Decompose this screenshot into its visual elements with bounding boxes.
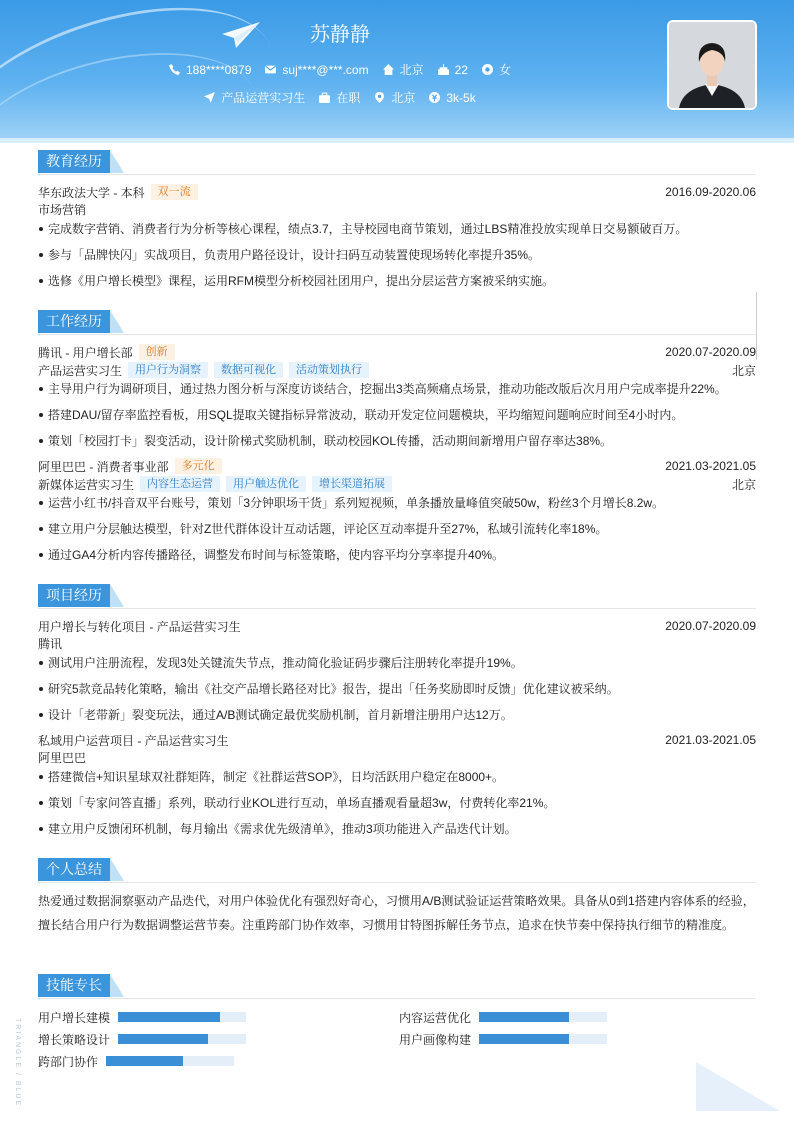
skill-item — [38, 1029, 246, 1049]
home-icon — [383, 64, 394, 75]
gender-icon — [482, 64, 493, 75]
school-name: 华东政法大学 - 本科 — [38, 185, 145, 200]
project-entry — [38, 731, 756, 845]
skill-name: 增长策略设计 — [38, 1032, 111, 1047]
section-title: 项目经历 — [38, 584, 110, 607]
skill-bar-fill — [479, 1034, 569, 1044]
section-title: 技能专长 — [38, 974, 110, 997]
education-entry-head — [38, 183, 756, 201]
skill-item — [399, 1007, 607, 1027]
age: 22 — [454, 62, 468, 77]
section-header — [38, 584, 756, 609]
work-section — [38, 310, 756, 571]
skill-item — [38, 1007, 246, 1027]
skill-item — [38, 1051, 234, 1071]
project-dates: 2021.03-2021.05 — [665, 733, 756, 747]
list-item: 选修《用户增长模型》课程，运用RFM模型分析校园社团用户，提出分层运营方案被采纳实施。 — [38, 271, 756, 297]
skill-chip: 用户行为洞察 — [128, 362, 208, 378]
paper-plane-icon — [222, 22, 260, 48]
employment-status: 在职 — [336, 91, 361, 105]
resume-header — [0, 0, 794, 140]
phone-number: 188****0879 — [185, 62, 252, 77]
job-intent-row — [0, 89, 680, 106]
skill-bar — [118, 1034, 246, 1044]
major: 市场营销 — [38, 203, 87, 217]
job-location: 北京 — [731, 363, 756, 378]
list-item: 运营小红书/抖音双平台账号，策划「3分钟职场干货」系列短视频，单条播放量峰值突破50w，粉丝3个月增长8.2w。 — [38, 493, 756, 519]
skill-bar — [106, 1056, 234, 1066]
list-item: 通过GA4分析内容传播路径，调整发布时间与标签策略，使内容平均分享率提升40%。 — [38, 545, 756, 571]
project-name: 私域用户运营项目 - 产品运营实习生 — [38, 733, 229, 748]
company-tag: 创新 — [139, 344, 175, 360]
skill-chip: 用户触达优化 — [226, 476, 306, 492]
job-dates: 2020.07-2020.09 — [665, 345, 756, 359]
skills-section — [38, 974, 756, 1077]
title-decoration — [110, 310, 124, 333]
skill-name: 用户画像构建 — [399, 1032, 472, 1047]
header-divider — [0, 138, 794, 143]
company-name: 腾讯 - 用户增长部 — [38, 345, 133, 360]
expected-salary: 3k-5k — [446, 90, 476, 105]
section-header — [38, 974, 756, 999]
title-decoration — [110, 974, 124, 997]
list-item: 建立用户反馈闭环机制，每月输出《需求优先级清单》，推动3项功能进入产品迭代计划。 — [38, 819, 756, 845]
job-entry — [38, 457, 756, 571]
title-decoration — [110, 858, 124, 881]
skill-name: 跨部门协作 — [38, 1054, 99, 1069]
list-item: 搭建DAU/留存率监控看板，用SQL提取关键指标异常波动，联动开发定位问题模块，平均缩短问题响应时间至4小时内。 — [38, 405, 756, 431]
skill-bar-fill — [118, 1012, 220, 1022]
salary-icon — [429, 92, 440, 103]
list-item: 设计「老带新」裂变玩法，通过A/B测试确定最优奖励机制，首月新增注册用户达12万。 — [38, 705, 756, 731]
section-title: 个人总结 — [38, 858, 110, 881]
skill-bar — [479, 1034, 607, 1044]
skill-name: 内容运营优化 — [399, 1010, 472, 1025]
contact-row — [0, 61, 680, 78]
skill-bar — [118, 1012, 246, 1022]
candidate-name: 苏静静 — [310, 24, 370, 46]
job-role: 产品运营实习生 — [38, 363, 123, 378]
job-entry — [38, 343, 756, 457]
skill-bar-fill — [118, 1034, 208, 1044]
education-section — [38, 150, 756, 297]
company-tag: 多元化 — [175, 458, 222, 474]
project-org: 阿里巴巴 — [38, 751, 87, 765]
title-decoration — [110, 584, 124, 607]
section-title: 工作经历 — [38, 310, 110, 333]
education-bullets — [38, 219, 756, 297]
project-org: 腾讯 — [38, 637, 63, 651]
skill-item — [399, 1029, 607, 1049]
email-address: suj****@***.com — [282, 62, 369, 77]
list-item: 测试用户注册流程，发现3处关键流失节点，推动简化验证码步骤后注册转化率提升19%。 — [38, 653, 756, 679]
skill-chip: 活动策划执行 — [289, 362, 369, 378]
section-header — [38, 858, 756, 883]
list-item: 策划「校园打卡」裂变活动，设计阶梯式奖励机制，联动校园KOL传播，活动期间新增用户留存率达38%。 — [38, 431, 756, 457]
list-item: 主导用户行为调研项目，通过热力图分析与深度访谈结合，挖掘出3类高频痛点场景，推动功能改版后次月用户完成率提升22%。 — [38, 379, 756, 405]
project-name: 用户增长与转化项目 - 产品运营实习生 — [38, 619, 241, 634]
list-item: 策划「专家问答直播」系列，联动行业KOL进行互动，单场直播观看量超3w，付费转化率21%。 — [38, 793, 756, 819]
cake-icon — [438, 64, 449, 75]
summary-text: 热爱通过数据洞察驱动产品迭代，对用户体验优化有强烈好奇心，习惯用A/B测试验证运营策略效果。具备从0到1搭建内容体系的经验，擅长结合用户行为数据调整运营节奏。注重跨部门协作效率，习惯用甘特图拆解任务节点，追求在快节奏中保持执行细节的精准度。 — [38, 894, 755, 932]
job-role: 新媒体运营实习生 — [38, 477, 135, 492]
skill-bar-fill — [479, 1012, 569, 1022]
project-dates: 2020.07-2020.09 — [665, 619, 756, 633]
school-tag: 双一流 — [151, 184, 198, 200]
skill-chip: 数据可视化 — [214, 362, 283, 378]
home-city: 北京 — [399, 63, 424, 77]
target-city: 北京 — [391, 91, 416, 105]
list-item: 建立用户分层触达模型，针对Z世代群体设计互动话题，评论区互动率提升至27%，私域引流转化率18%。 — [38, 519, 756, 545]
location-pin-icon — [374, 92, 385, 103]
send-icon — [204, 92, 215, 103]
company-name: 阿里巴巴 - 消费者事业部 — [38, 459, 169, 474]
corner-decoration — [696, 1062, 780, 1111]
watermark-text: TRIANGLE / BLUE — [14, 1018, 21, 1108]
section-header — [38, 150, 756, 175]
skill-bar-fill — [106, 1056, 183, 1066]
projects-section — [38, 584, 756, 845]
briefcase-icon — [319, 92, 330, 103]
skill-bar — [479, 1012, 607, 1022]
list-item: 研究5款竞品转化策略，输出《社交产品增长路径对比》报告，提出「任务奖励即时反馈」优化建议被采纳。 — [38, 679, 756, 705]
job-dates: 2021.03-2021.05 — [665, 459, 756, 473]
skill-chip: 内容生态运营 — [140, 476, 220, 492]
gender: 女 — [498, 63, 511, 77]
email-icon — [265, 64, 276, 75]
skill-chip: 增长渠道拓展 — [312, 476, 392, 492]
divider-line — [756, 292, 757, 360]
summary-section — [38, 858, 756, 937]
skill-name: 用户增长建模 — [38, 1010, 111, 1025]
list-item: 完成数字营销、消费者行为分析等核心课程，绩点3.7，主导校园电商节策划，通过LBS精准投放实现单日交易额破百万。 — [38, 219, 756, 245]
phone-icon — [169, 64, 180, 75]
target-role: 产品运营实习生 — [221, 91, 306, 105]
avatar — [667, 20, 757, 110]
title-decoration — [110, 150, 124, 173]
job-location: 北京 — [731, 477, 756, 492]
project-entry — [38, 617, 756, 731]
section-header — [38, 310, 756, 335]
education-dates: 2016.09-2020.06 — [665, 185, 756, 199]
skills-list — [38, 1007, 756, 1077]
list-item: 搭建微信+知识星球双社群矩阵，制定《社群运营SOP》，日均活跃用户稳定在8000+。 — [38, 767, 756, 793]
section-title: 教育经历 — [38, 150, 110, 173]
list-item: 参与「品牌快闪」实战项目，负责用户路径设计，设计扫码互动装置使现场转化率提升35%。 — [38, 245, 756, 271]
